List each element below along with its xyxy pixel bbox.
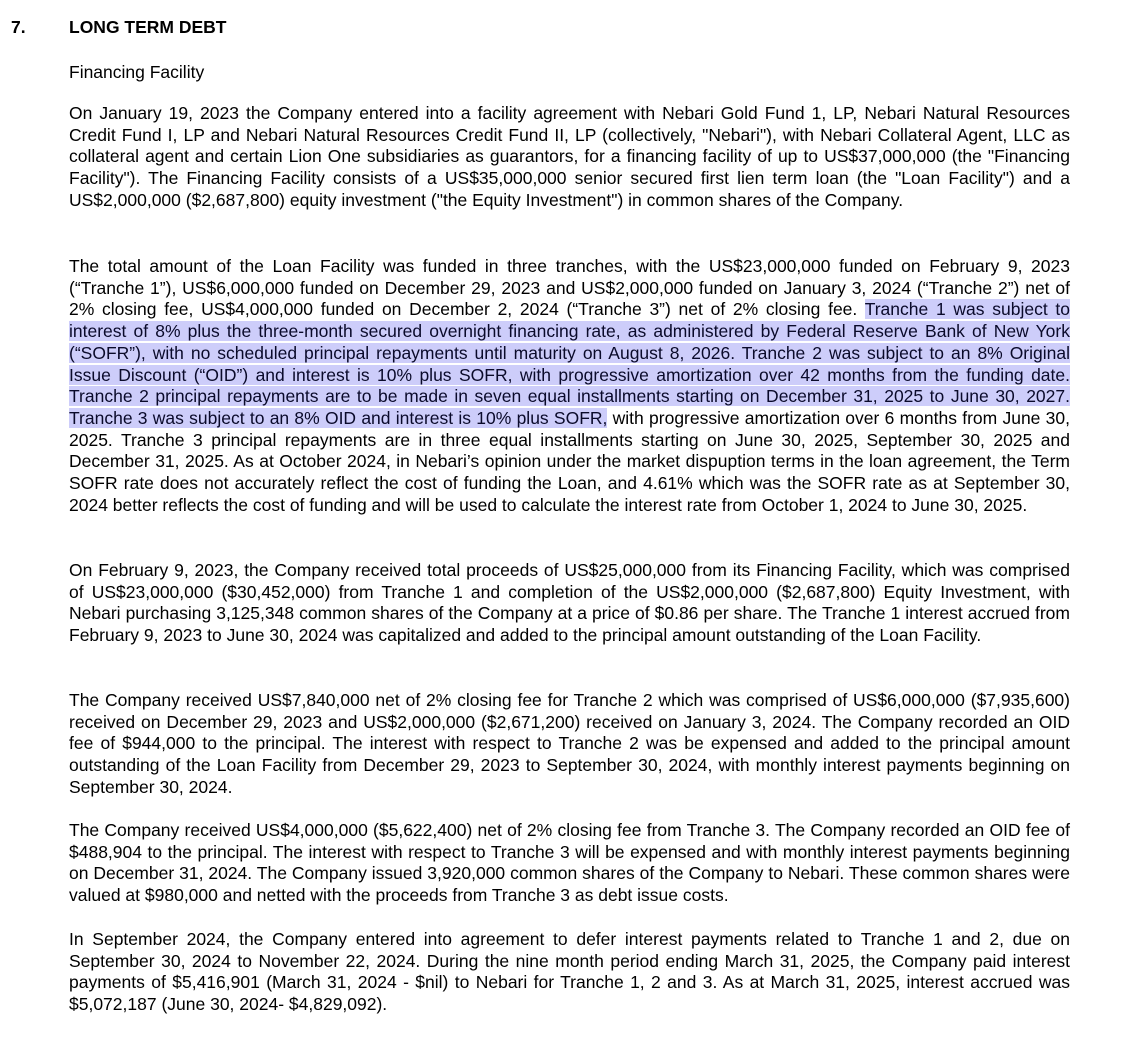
tranche-funding-text-continued: with progressive amortization over 6 months from June 30, 2025. Tranche 3 principal repayments are in three equal installments starting on June 30, 2025, September 30, 2025 and December 31, 2025. As at October 2024, in Nebari’s opinion under the market dispuption terms in the loan agreement, the Term SOFR rate does not accurately reflect the cost of funding the Loan, and 4.61% which was the SOFR rate as at September 30, 2024 better reflects the cost of funding and will be used to calculate the interest rate from October 1, 2024 to June 30, 2025. xyxy=(69,407,1070,515)
paragraph-interest-deferral: In September 2024, the Company entered into agreement to defer interest payments related to Tranche 1 and 2, due on September 30, 2024 to November 22, 2024. During the nine month period ending March 31, 2025, the Company paid interest payments of $5,416,901 (March 31, 2024 - $nil) to Nebari for Tranche 1, 2 and 3. As at March 31, 2025, interest accrued was $5,072,187 (June 30, 2024- $4,829,092). xyxy=(69,929,1070,1015)
tranche-funding-text: The total amount of the Loan Facility was funded in three tranches, with the US$23,000,000 funded on February 9, 2023 (“Tranche 1”), US$6,000,000 funded on December 29, 2023 and US$2,000,000 funded on January 3, 2024 (“Tranche 2”) net of 2% closing fee, US$4,000,000 funded on December 2, 2024 (“Tranche 3”) net of 2% closing fee. xyxy=(69,256,1070,320)
paragraph-facility-agreement: On January 19, 2023 the Company entered into a facility agreement with Nebari Gold Fund 1, LP, Nebari Natural Resources Credit Fund I, LP and Nebari Natural Resources Credit Fund II, LP (collectively, "Nebari"), with Nebari Collateral Agent, LLC as collateral agent and certain Lion One subsidiaries as guarantors, for a financing facility of up to US$37,000,000 (the "Financing Facility"). The Financing Facility consists of a US$35,000,000 senior secured first lien term loan (the "Loan Facility") and a US$2,000,000 ($2,687,800) equity investment ("the Equity Investment") in common shares of the Company. xyxy=(69,103,1070,210)
section-number: 7. xyxy=(11,17,26,37)
paragraph-tranche2-proceeds: The Company received US$7,840,000 net of 2% closing fee for Tranche 2 which was comprised of US$6,000,000 ($7,935,600) received on December 29, 2023 and US$2,000,000 ($2,671,200) received on January 3, 2024. The Company recorded an OID fee of $944,000 to the principal. The interest with respect to Tranche 2 was be expensed and added to the principal amount outstanding of the Loan Facility from December 29, 2023 to September 30, 2024, with monthly interest payments beginning on September 30, 2024. xyxy=(69,690,1070,797)
highlighted-selection[interactable]: Tranche 1 was subject to interest of 8% plus the three-month secured overnight financing rate, as administered by Federal Reserve Bank of New York (“SOFR”), with no scheduled principal repayments until maturity on August 8, 2026. Tranche 2 was subject to an 8% Original Issue Discount (“OID”) and interest is 10% plus SOFR, with progressive amortization over 42 months from the funding date. Tranche 2 principal repayments are to be made in seven equal installments starting on December 31, 2025 to June 30, 2027. Tranche 3 was subject to an 8% OID and interest is 10% plus SOFR, xyxy=(69,299,1070,428)
paragraph-tranche1-proceeds: On February 9, 2023, the Company received total proceeds of US$25,000,000 from its Financing Facility, which was comprised of US$23,000,000 ($30,452,000) from Tranche 1 and completion of the US$2,000,000 ($2,687,800) Equity Investment, with Nebari purchasing 3,125,348 common shares of the Company at a price of $0.86 per share. The Tranche 1 interest accrued from February 9, 2023 to June 30, 2024 was capitalized and added to the principal amount outstanding of the Loan Facility. xyxy=(69,560,1070,646)
subheading-financing-facility: Financing Facility xyxy=(69,62,205,82)
paragraph-tranche-funding xyxy=(69,256,1070,516)
paragraph-tranche3-proceeds: The Company received US$4,000,000 ($5,622,400) net of 2% closing fee from Tranche 3. The Company recorded an OID fee of $488,904 to the principal. The interest with respect to Tranche 3 will be expensed and with monthly interest payments beginning on December 31, 2024. The Company issued 3,920,000 common shares of the Company to Nebari. These common shares were valued at $980,000 and netted with the proceeds from Tranche 3 as debt issue costs. xyxy=(69,820,1070,906)
section-title: LONG TERM DEBT xyxy=(69,17,227,37)
section-heading xyxy=(0,16,1139,38)
